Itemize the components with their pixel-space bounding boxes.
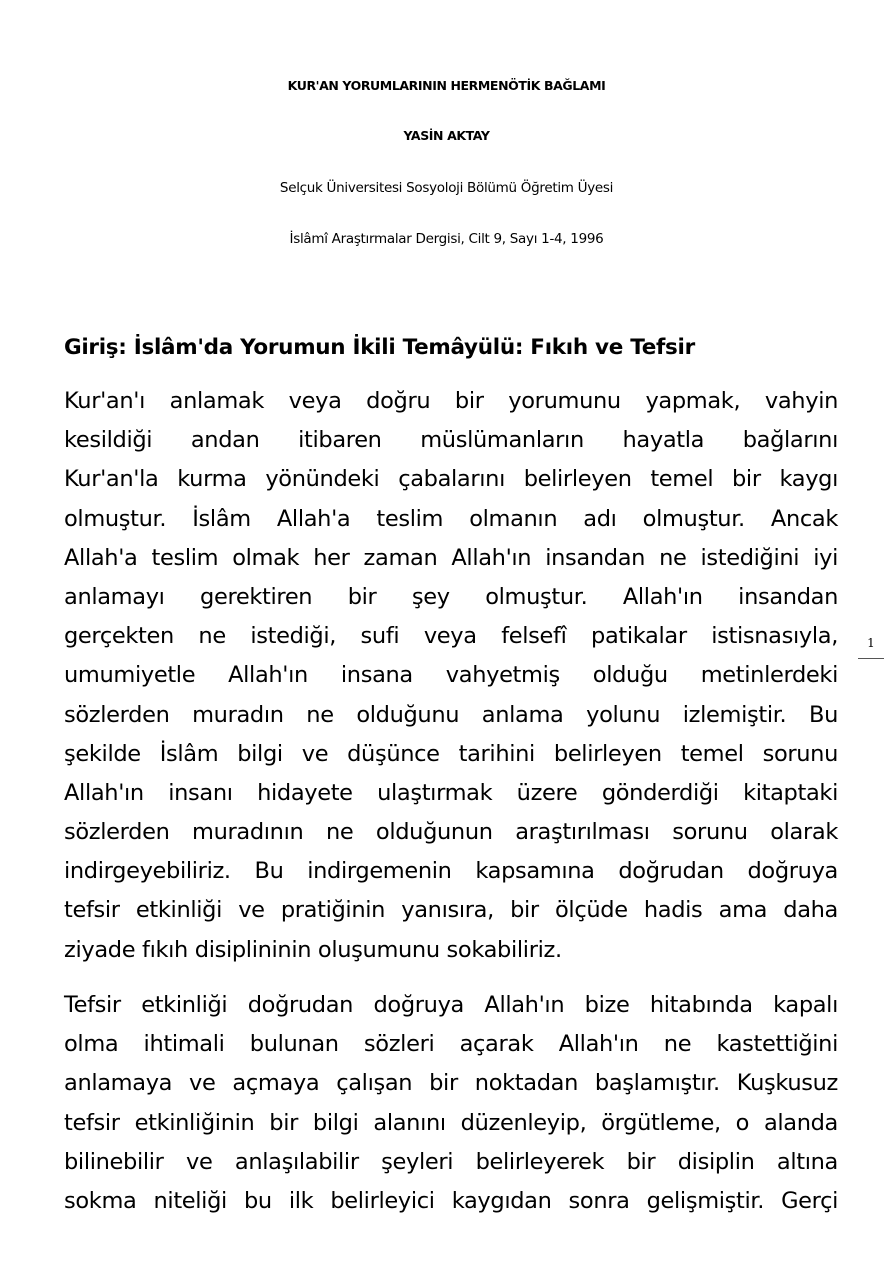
- text-line: sözlerden muradın ne olduğunu anlama yolunu izlemiştir. Bu: [64, 701, 838, 728]
- text-line: Allah'a teslim olmak her zaman Allah'ın insandan ne istediğini iyi: [64, 544, 838, 571]
- text-line: ziyade fıkıh disiplininin oluşumunu sokabiliriz.: [64, 936, 562, 963]
- paragraph-2: [64, 986, 838, 1221]
- text-line: indirgeyebiliriz. Bu indirgemenin kapsamına doğrudan doğruya: [64, 858, 838, 885]
- journal-citation: İslâmî Araştırmalar Dergisi, Cilt 9, Sayı 1-4, 1996: [289, 231, 604, 247]
- text-line: sözlerden muradının ne olduğunun araştırılması sorunu olarak: [64, 819, 838, 846]
- text-line: Allah'ın insanı hidayete ulaştırmak üzere gönderdiği kitaptaki: [64, 779, 838, 806]
- text-line: tefsir etkinliği ve pratiğinin yanısıra, bir ölçüde hadis ama daha: [64, 897, 838, 924]
- section-heading: Giriş: İslâm'da Yorumun İkili Temâyülü: Fıkıh ve Tefsir: [64, 335, 695, 360]
- text-line: gerçekten ne istediği, sufi veya felsefî patikalar istisnasıyla,: [64, 623, 838, 650]
- author-affiliation: Selçuk Üniversitesi Sosyoloji Bölümü Öğretim Üyesi: [279, 180, 614, 196]
- text-line: anlamayı gerektiren bir şey olmuştur. Allah'ın insandan: [64, 583, 838, 610]
- text-line: olma ihtimali bulunan sözleri açarak Allah'ın ne kastettiğini: [64, 1031, 838, 1058]
- text-line: Kur'an'la kurma yönündeki çabalarını belirleyen temel bir kaygı: [64, 466, 838, 493]
- margin-line-number: 1: [867, 636, 875, 650]
- author-name: YASİN AKTAY: [403, 128, 490, 143]
- text-line: sokma niteliği bu ilk belirleyici kaygıdan sonra gelişmiştir. Gerçi: [64, 1187, 838, 1214]
- margin-rule: [858, 658, 884, 659]
- text-line: anlamaya ve açmaya çalışan bir noktadan başlamıştır. Kuşkusuz: [64, 1070, 838, 1097]
- text-line: Tefsir etkinliği doğrudan doğruya Allah'ın bize hitabında kapalı: [64, 992, 838, 1018]
- document-title: KUR'AN YORUMLARININ HERMENÖTİK BAĞLAMI: [287, 78, 606, 93]
- text-line: umumiyetle Allah'ın insana vahyetmiş olduğu metinlerdeki: [64, 662, 838, 689]
- text-line: kesildiği andan itibaren müslümanların hayatla bağlarını: [64, 427, 838, 454]
- text-line: olmuştur. İslâm Allah'a teslim olmanın adı olmuştur. Ancak: [64, 505, 838, 532]
- text-line: tefsir etkinliğinin bir bilgi alanını düzenleyip, örgütleme, o alanda: [64, 1109, 838, 1136]
- text-line: bilinebilir ve anlaşılabilir şeyleri belirleyerek bir disiplin altına: [64, 1148, 838, 1175]
- text-line: Kur'an'ı anlamak veya doğru bir yorumunu yapmak, vahyin: [64, 388, 838, 414]
- paragraph-1: [64, 382, 838, 970]
- text-line: şekilde İslâm bilgi ve düşünce tarihini belirleyen temel sorunu: [64, 740, 838, 767]
